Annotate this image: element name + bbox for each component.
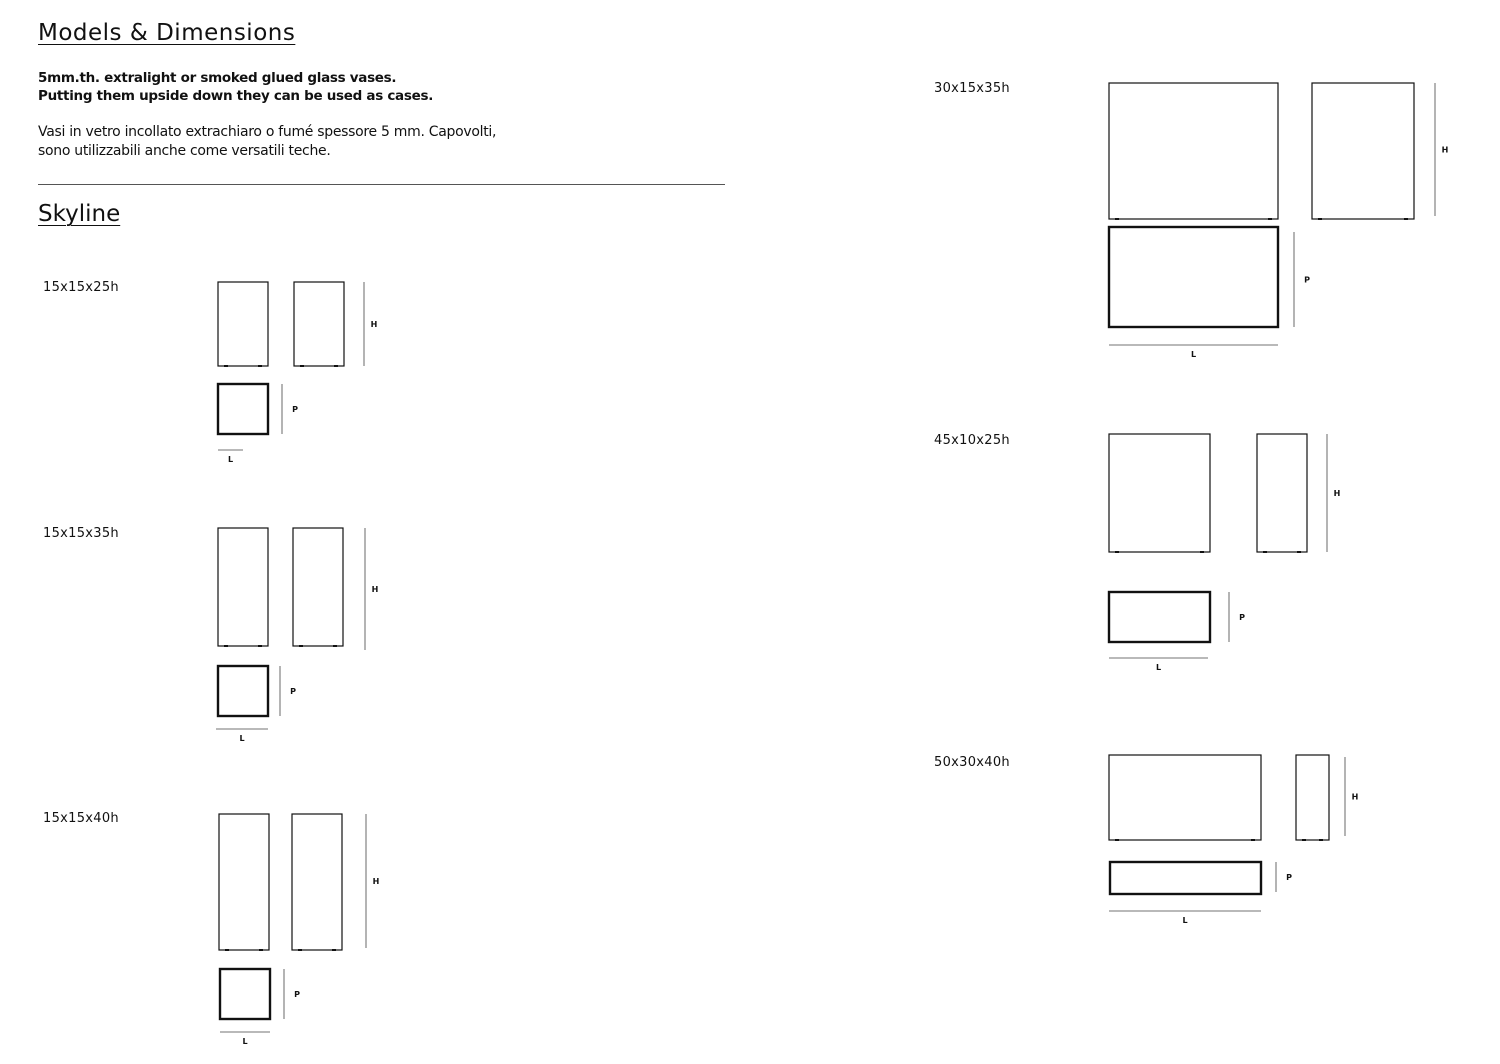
model-label: 45x10x25h xyxy=(934,433,1010,448)
model-label: 30x15x35h xyxy=(934,81,1010,96)
front-view xyxy=(219,814,269,950)
length-dimension-label: L xyxy=(1182,916,1188,925)
depth-dimension-label: P xyxy=(294,990,300,999)
model-label: 15x15x40h xyxy=(43,811,119,826)
description-italian-line-1: Vasi in vetro incollato extrachiaro o fumé spessore 5 mm. Capovolti, xyxy=(38,124,497,140)
depth-dimension-label: P xyxy=(1304,275,1310,285)
top-view xyxy=(218,666,268,716)
description-english-line-1: 5mm.th. extralight or smoked glued glass vases. xyxy=(38,70,397,86)
model-label: 15x15x35h xyxy=(43,526,119,541)
side-view xyxy=(1312,83,1414,219)
top-view xyxy=(1109,592,1210,642)
depth-dimension-label: P xyxy=(1239,613,1245,622)
model-label: 50x30x40h xyxy=(934,755,1010,770)
height-dimension-label: H xyxy=(1441,145,1449,155)
front-view xyxy=(218,282,268,366)
length-dimension-label: L xyxy=(239,734,245,743)
page-title: Models & Dimensions xyxy=(38,20,296,46)
depth-dimension-label: P xyxy=(290,687,296,696)
depth-dimension-label: P xyxy=(1286,873,1292,882)
length-dimension-label: L xyxy=(1155,663,1162,672)
height-dimension-label: H xyxy=(1351,792,1359,802)
model-label: 15x15x25h xyxy=(43,280,119,295)
depth-dimension-label: P xyxy=(292,405,298,414)
front-view xyxy=(1109,434,1210,552)
top-view xyxy=(220,969,270,1019)
top-view xyxy=(1110,862,1261,894)
side-view xyxy=(1257,434,1307,552)
length-dimension-label: L xyxy=(227,455,234,464)
front-view xyxy=(218,528,268,646)
length-dimension-label: L xyxy=(1190,350,1197,359)
height-dimension-label: H xyxy=(371,585,379,594)
front-view xyxy=(1109,755,1261,840)
length-dimension-label: L xyxy=(242,1037,248,1046)
front-view xyxy=(1109,83,1278,219)
height-dimension-label: H xyxy=(1333,489,1341,498)
top-view xyxy=(1109,227,1278,327)
side-view xyxy=(294,282,344,366)
height-dimension-label: H xyxy=(370,320,378,329)
description-english-line-2: Putting them upside down they can be used as cases. xyxy=(38,88,434,104)
top-view xyxy=(218,384,268,434)
section-title-skyline: Skyline xyxy=(38,201,121,227)
side-view xyxy=(293,528,343,646)
side-view xyxy=(292,814,342,950)
description-italian-line-2: sono utilizzabili anche come versatili teche. xyxy=(38,143,331,159)
side-view xyxy=(1296,755,1329,840)
height-dimension-label: H xyxy=(372,877,380,886)
